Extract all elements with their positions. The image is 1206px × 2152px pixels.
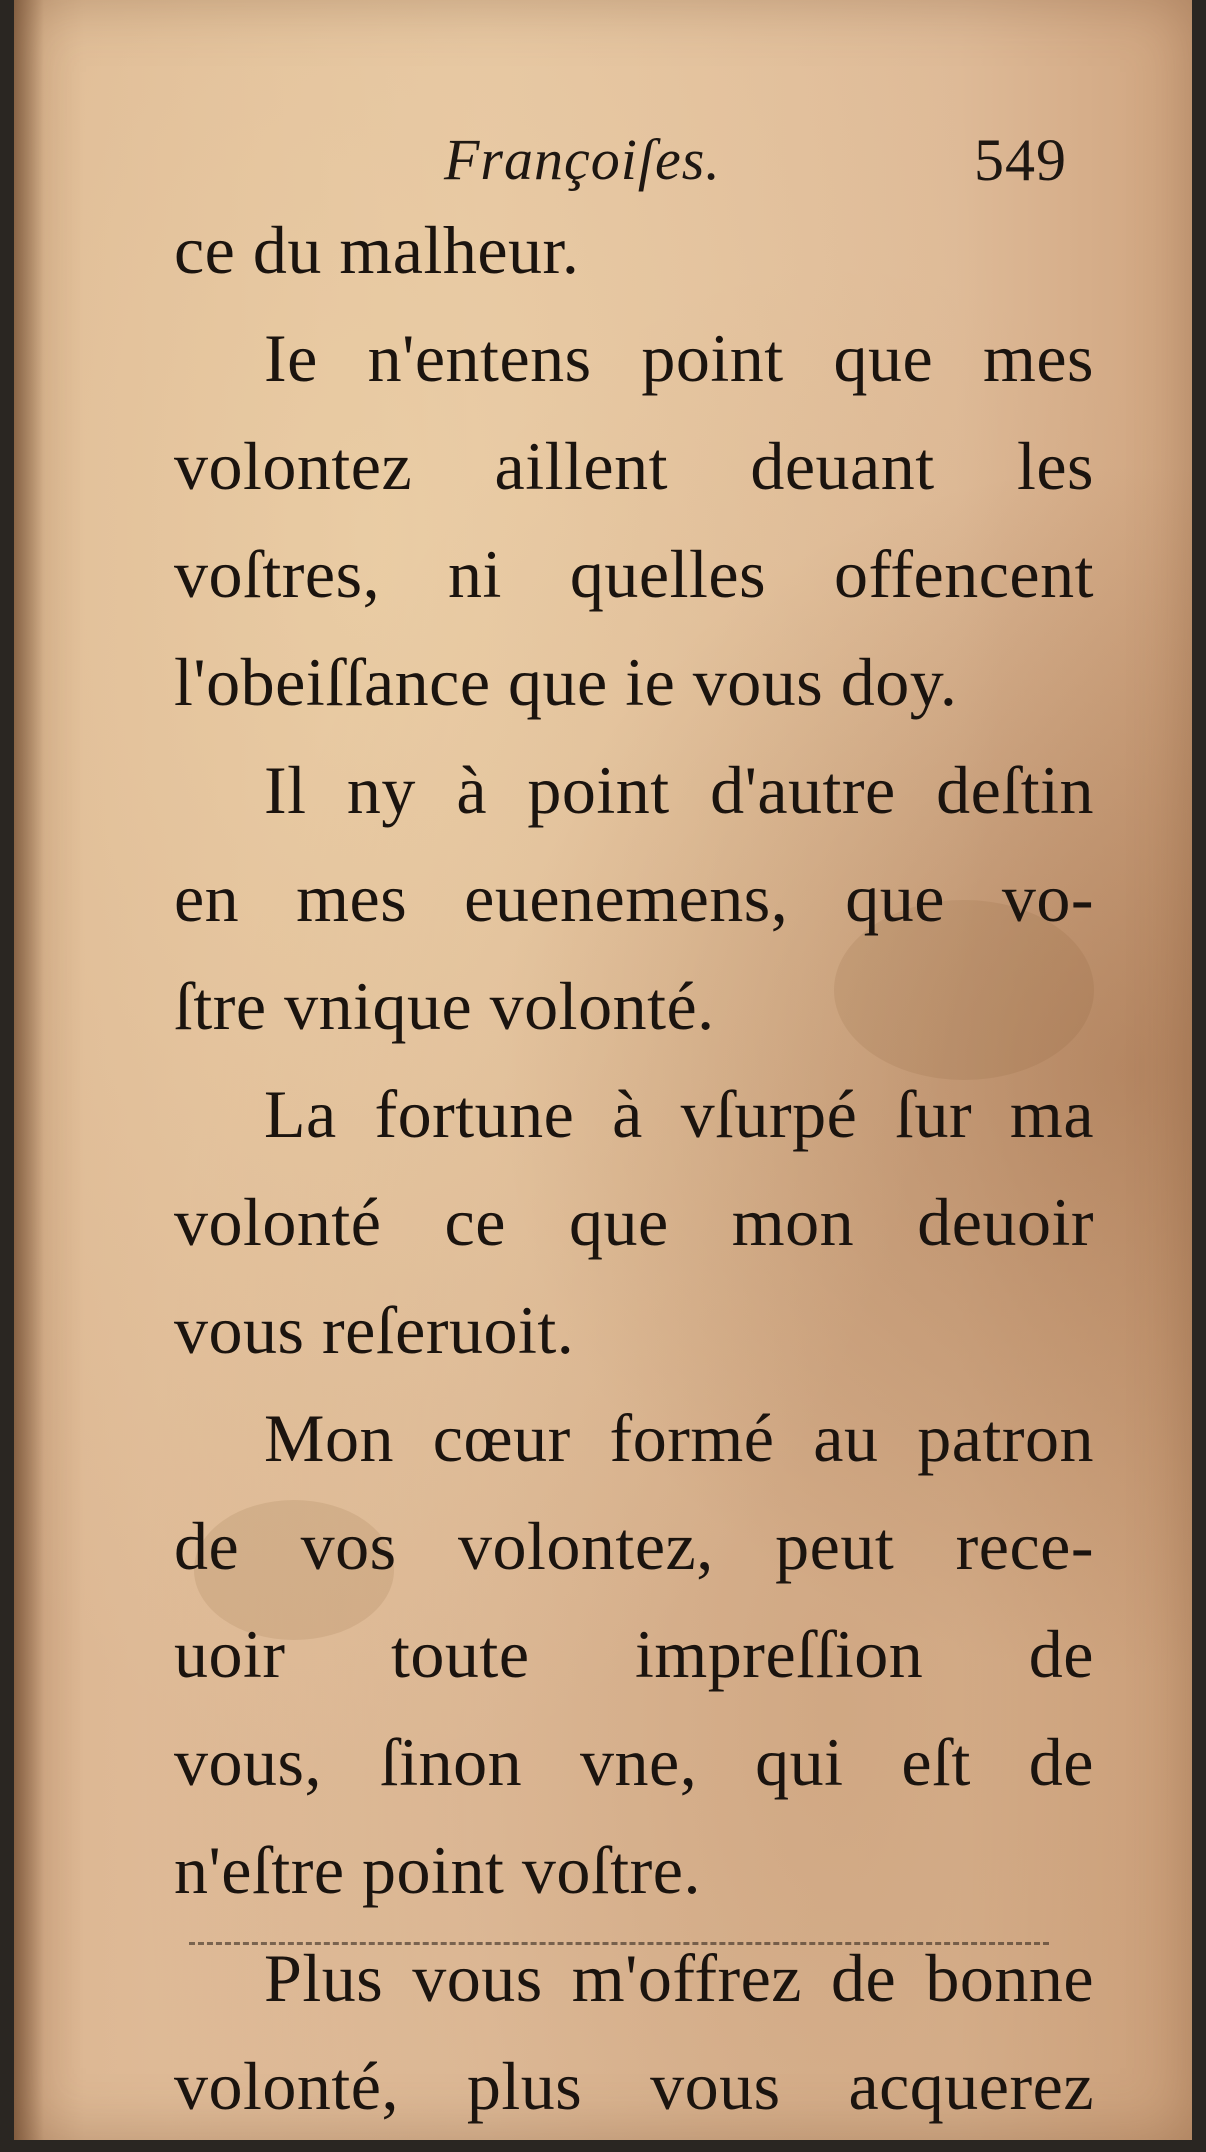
text-line: uoir toute impreſſion de [174,1616,1094,1692]
text-line: Plus vous m'offrez de bonne [264,1940,1094,2016]
running-head [14,108,1192,198]
text-line: l'obeiſſance que ie vous doy. [174,644,958,720]
catchword-rule [189,1942,1049,1945]
running-head-title: Françoiſes. [444,127,721,192]
page-gutter-shadow [14,0,44,2140]
text-line: Il ny à point d'autre deſtin [264,752,1094,828]
book-page [14,0,1192,2140]
text-line: Ie n'entens point que mes [264,320,1094,396]
text-line: volonté ce que mon deuoir [174,1184,1094,1260]
text-line: ce du malheur. [174,212,580,288]
text-line: n'eſtre point voſtre. [174,1832,701,1908]
text-line: La fortune à vſurpé ſur ma [264,1076,1094,1152]
text-line: volontez aillent deuant les [174,428,1094,504]
text-line: en mes euenemens, que vo- [174,860,1094,936]
body-text [174,196,1094,2140]
page-number: 549 [974,127,1067,193]
text-line: voſtres, ni quelles offencent [174,536,1094,612]
text-line: Mon cœur formé au patron [264,1400,1094,1476]
text-line: volonté, plus vous acquerez [174,2048,1094,2124]
text-line: vous reſeruoit. [174,1292,575,1368]
text-line: ſtre vnique volonté. [174,968,715,1044]
text-line: vous, ſinon vne, qui eſt de [174,1724,1094,1800]
text-line: de vos volontez, peut rece- [174,1508,1094,1584]
